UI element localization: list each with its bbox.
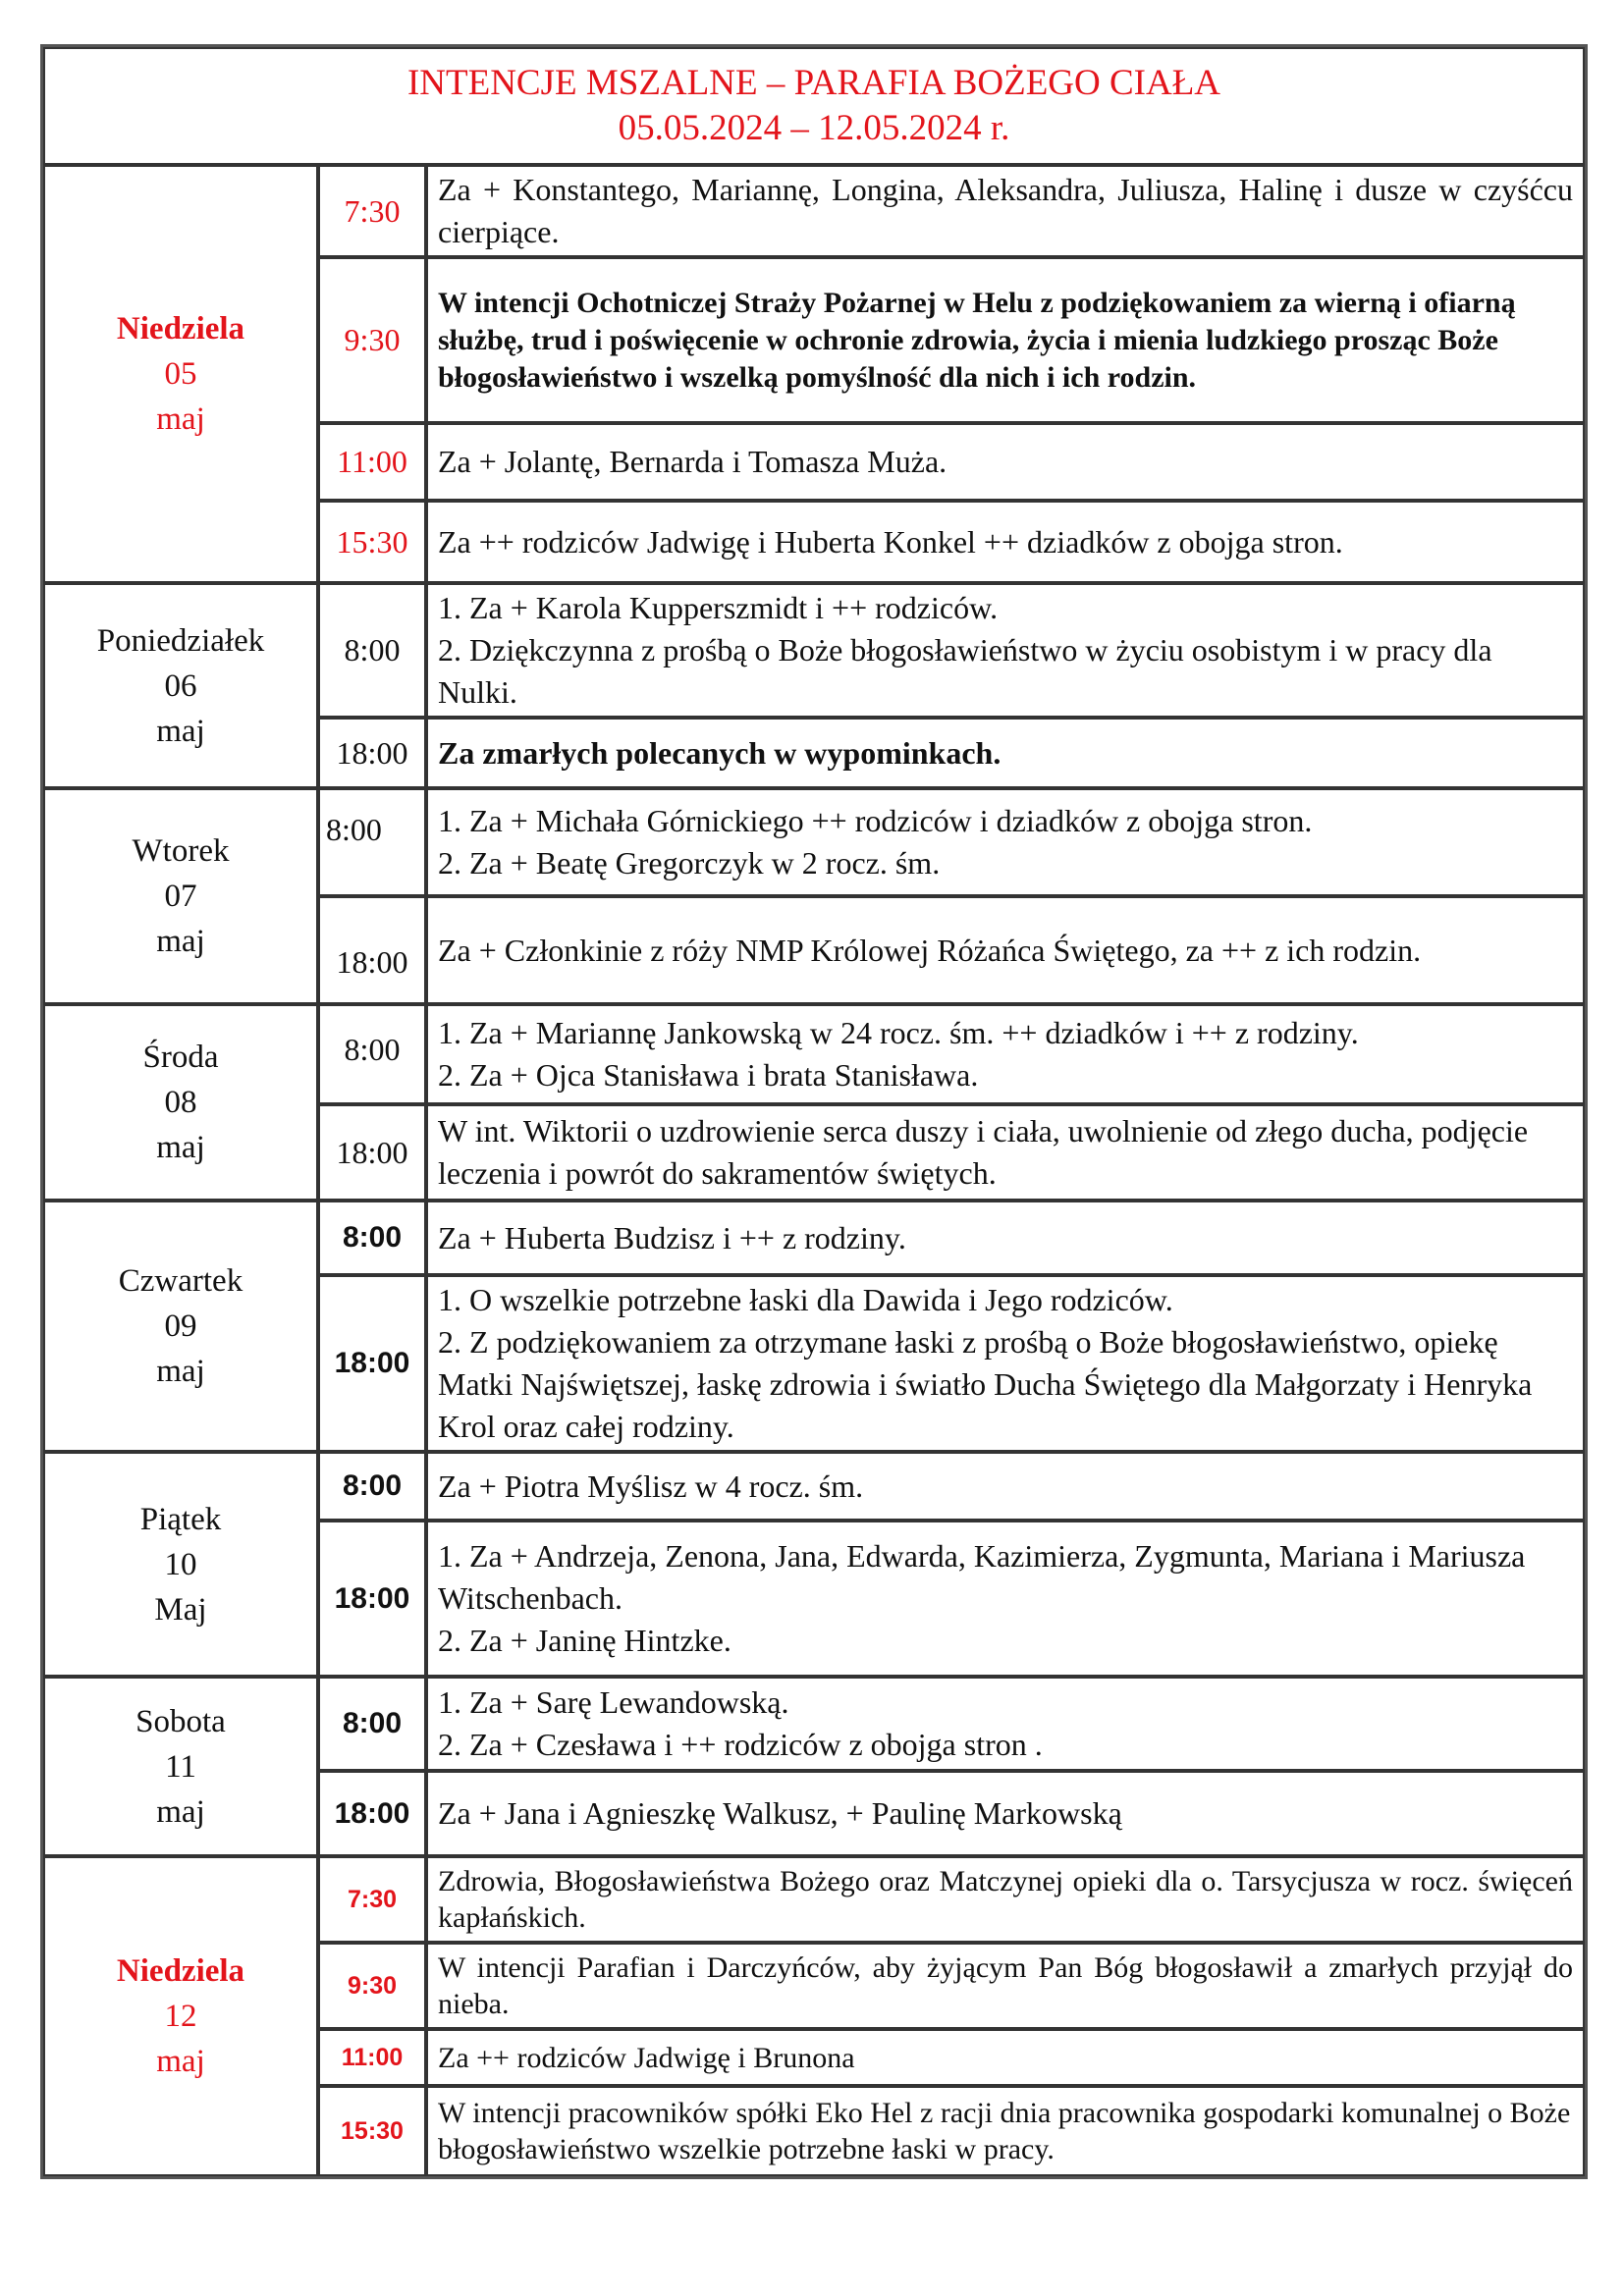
mass-time: 18:00 (318, 1104, 426, 1201)
intention-line: W intencji Parafian i Darczyńców, aby żyjącym Pan Bóg błogosławił a zmarłych przyjął do nieba. (438, 1951, 1573, 2020)
mass-intention (426, 2029, 1585, 2086)
intention-line: 1. Za + Karola Kupperszmidt i ++ rodziców. (438, 590, 999, 625)
day-cell-thursday-09 (43, 1201, 318, 1452)
mass-intention (426, 1856, 1585, 1943)
day-name: Niedziela (116, 1953, 245, 1989)
mass-intention (426, 1452, 1585, 1521)
day-cell-wednesday-08 (43, 1004, 318, 1201)
day-name: Niedziela (116, 311, 245, 347)
day-number: 06 (164, 667, 197, 704)
mass-intention (426, 423, 1585, 501)
mass-time: 18:00 (318, 1275, 426, 1452)
mass-time: 8:00 (318, 788, 426, 896)
mass-time: 18:00 (318, 718, 426, 788)
document (40, 44, 1588, 2179)
day-cell-tuesday-07 (43, 788, 318, 1004)
intention-line: 2. Z podziękowaniem za otrzymane łaski z prośbą o Boże błogosławieństwo, opiekę Matki Najświętszej, łaskę zdrowia i światło Ducha Świętego dla Małgorzaty i Henryka Krol oraz całej rodziny. (438, 1324, 1533, 1444)
intention-line: W intencji Ochotniczej Straży Pożarnej w Helu z podziękowaniem za wierną i ofiarną służbę, trud i poświęcenie w ochronie zdrowia, życia i mienia ludzkiego prosząc Boże błogosławieństwo i wszelką pomyślność dla nich i ich rodzin. (438, 286, 1516, 394)
day-number: 08 (164, 1085, 197, 1120)
mass-intention (426, 1275, 1585, 1452)
table-row (43, 165, 1585, 257)
mass-time: 7:30 (318, 165, 426, 257)
mass-time: 8:00 (318, 583, 426, 718)
day-month: maj (156, 713, 205, 749)
mass-time: 18:00 (318, 1771, 426, 1856)
mass-time: 11:00 (318, 2029, 426, 2086)
day-name: Piątek (139, 1501, 222, 1537)
intention-line: Za ++ rodziców Jadwigę i Brunona (438, 2041, 855, 2074)
intention-line: 1. Za + Sarę Lewandowską. (438, 1684, 789, 1720)
intention-line: 2. Za + Janinę Hintzke. (438, 1623, 731, 1658)
day-month: maj (156, 401, 205, 437)
intention-line: Za ++ rodziców Jadwigę i Huberta Konkel ++ dziadków z obojga stron. (438, 523, 1343, 560)
mass-time: 9:30 (318, 257, 426, 423)
mass-intention (426, 788, 1585, 896)
title-dates: 05.05.2024 – 12.05.2024 r. (618, 108, 1010, 148)
day-month: maj (156, 1130, 205, 1165)
mass-intention (426, 718, 1585, 788)
mass-intention (426, 1104, 1585, 1201)
day-number: 11 (165, 1748, 196, 1785)
title-text: INTENCJE MSZALNE – PARAFIA BOŻEGO CIAŁA (406, 63, 1221, 103)
day-name: Środa (142, 1040, 219, 1075)
table-row (43, 1452, 1585, 1521)
day-name: Wtorek (132, 833, 230, 869)
day-number: 12 (164, 1999, 197, 2034)
mass-intention (426, 257, 1585, 423)
table-row (43, 583, 1585, 718)
day-month: maj (156, 2044, 205, 2079)
mass-intention (426, 501, 1585, 583)
mass-intention (426, 1004, 1585, 1104)
intention-line: Za + Huberta Budzisz i ++ z rodziny. (438, 1219, 906, 1255)
intention-line: Za + Członkinie z róży NMP Królowej Różańca Świętego, za ++ z ich rodzin. (438, 932, 1422, 968)
day-month: Maj (154, 1591, 207, 1628)
day-number: 09 (164, 1308, 197, 1344)
table-row (43, 1201, 1585, 1275)
day-number: 07 (164, 879, 197, 914)
intention-line: 1. Za + Andrzeja, Zenona, Jana, Edwarda, Kazimierza, Zygmunta, Mariana i Mariusza Witschenbach. (438, 1538, 1526, 1616)
day-month: maj (156, 1354, 205, 1389)
day-cell-monday-06 (43, 583, 318, 788)
intention-line: Za zmarłych polecanych w wypominkach. (438, 734, 1001, 771)
mass-time: 8:00 (318, 1201, 426, 1275)
mass-intention (426, 896, 1585, 1004)
day-cell-sunday-12 (43, 1856, 318, 2176)
day-cell-saturday-11 (43, 1677, 318, 1856)
mass-intentions-table (40, 44, 1588, 2179)
day-month: maj (156, 1793, 205, 1830)
intention-line: 2. Za + Beatę Gregorczyk w 2 rocz. śm. (438, 845, 941, 881)
title-row (43, 47, 1585, 165)
intention-line: Za + Piotra Myślisz w 4 rocz. śm. (438, 1468, 864, 1504)
intention-line: Za + Konstantego, Mariannę, Longina, Aleksandra, Juliusza, Halinę i dusze w czyśćcu cierpiące. (438, 172, 1573, 249)
intention-line: Za + Jana i Agnieszkę Walkusz, + Paulinę Markowską (438, 1795, 1122, 1831)
mass-time: 11:00 (318, 423, 426, 501)
day-cell-sunday-05 (43, 165, 318, 583)
mass-intention (426, 2086, 1585, 2176)
intention-line: 1. O wszelkie potrzebne łaski dla Dawida i Jego rodziców. (438, 1282, 1173, 1317)
day-cell-friday-10 (43, 1452, 318, 1677)
day-number: 10 (164, 1546, 197, 1582)
mass-time: 18:00 (318, 896, 426, 1004)
intention-line: 2. Dziękczynna z prośbą o Boże błogosławieństwo w życiu osobistym i w pracy dla Nulki. (438, 632, 1492, 710)
mass-time: 7:30 (318, 1856, 426, 1943)
mass-time: 15:30 (318, 501, 426, 583)
mass-intention (426, 1771, 1585, 1856)
day-name: Poniedziałek (96, 622, 265, 659)
table-row (43, 788, 1585, 896)
mass-intention (426, 1521, 1585, 1677)
mass-time: 15:30 (318, 2086, 426, 2176)
day-month: maj (156, 924, 205, 959)
table-title (43, 47, 1585, 165)
day-name: Czwartek (118, 1263, 244, 1299)
intention-line: Zdrowia, Błogosławieństwa Bożego oraz Matczynej opieki dla o. Tarsycjusza w rocz. święceń kapłańskich. (438, 1865, 1573, 1934)
mass-intention (426, 583, 1585, 718)
intention-line: Za + Jolantę, Bernarda i Tomasza Muża. (438, 444, 947, 479)
mass-time: 9:30 (318, 1943, 426, 2029)
mass-intention (426, 1677, 1585, 1771)
mass-time: 8:00 (318, 1677, 426, 1771)
intention-line: 1. Za + Michała Górnickiego ++ rodziców i dziadków z obojga stron. (438, 803, 1313, 838)
mass-time: 8:00 (318, 1004, 426, 1104)
intention-line: W intencji pracowników spółki Eko Hel z racji dnia pracownika gospodarki komunalnej o Boże błogosławieństwo wszelkie potrzebne łaski w pracy. (438, 2097, 1571, 2165)
mass-time: 8:00 (318, 1452, 426, 1521)
table-row (43, 1677, 1585, 1771)
mass-intention (426, 1943, 1585, 2029)
table-row (43, 1856, 1585, 1943)
intention-line: 2. Za + Czesława i ++ rodziców z obojga stron . (438, 1727, 1043, 1762)
mass-intention (426, 1201, 1585, 1275)
intention-line: 1. Za + Mariannę Jankowską w 24 rocz. śm. ++ dziadków i ++ z rodziny. (438, 1015, 1359, 1050)
table-row (43, 1004, 1585, 1104)
mass-time: 18:00 (318, 1521, 426, 1677)
mass-intention (426, 165, 1585, 257)
day-number: 05 (164, 356, 197, 392)
day-name: Sobota (135, 1703, 226, 1739)
intention-line: W int. Wiktorii o uzdrowienie serca duszy i ciała, uwolnienie od złego ducha, podjęcie leczenia i powrót do sakramentów świętych. (438, 1113, 1529, 1191)
intention-line: 2. Za + Ojca Stanisława i brata Stanisława. (438, 1057, 979, 1093)
